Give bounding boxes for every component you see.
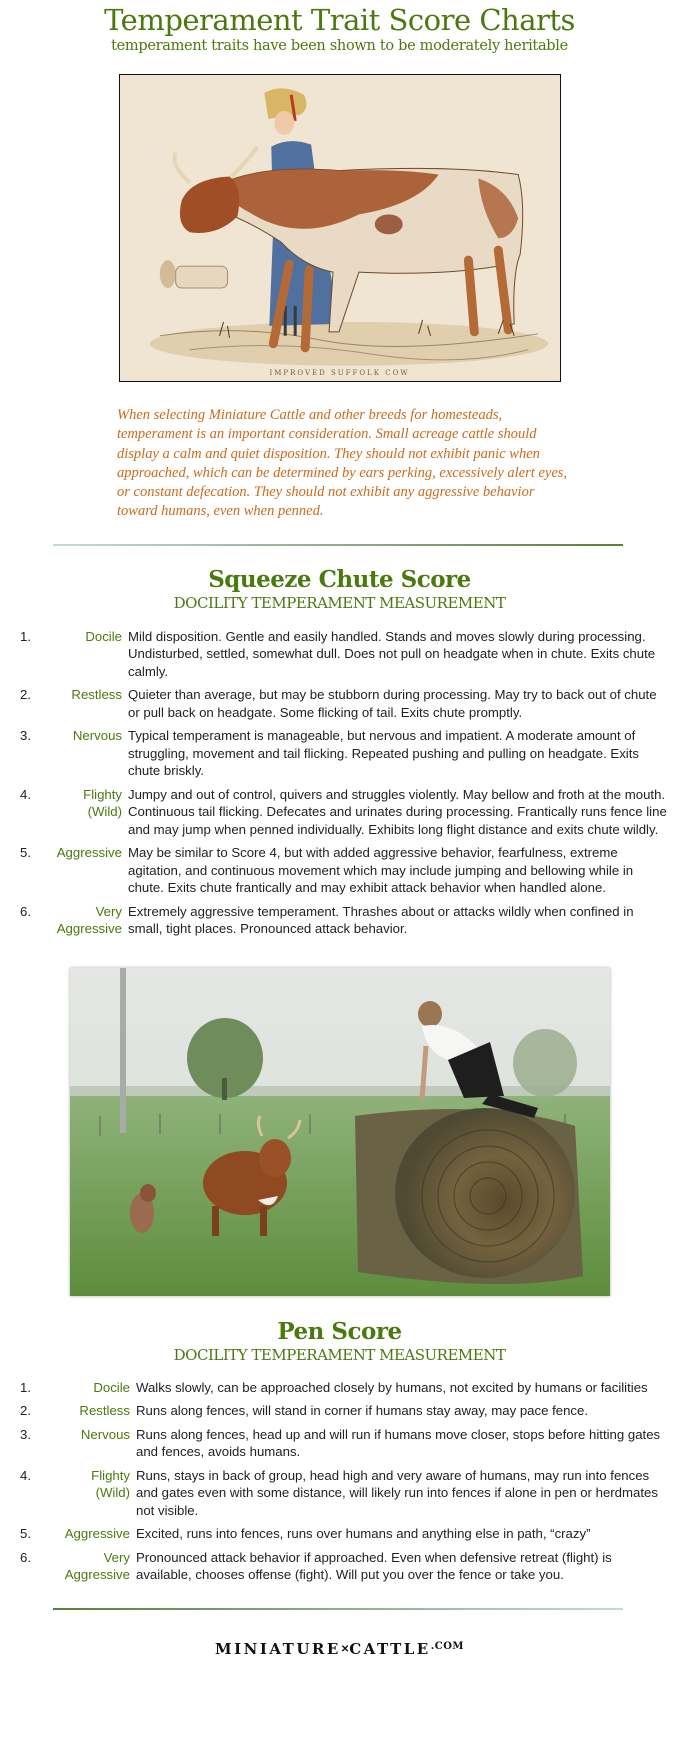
score-number: 4. [20, 786, 31, 802]
score-label-text: Very [103, 1549, 130, 1565]
score-number: 1. [20, 1379, 31, 1395]
pen-section-title: Pen Score [277, 1317, 402, 1345]
chute-score-row-2 [20, 686, 679, 721]
chute-score-row-1 [20, 628, 679, 681]
score-number: 2. [20, 1403, 31, 1419]
score-description: Quieter than average, but may be stubborn during processing. May try to back out of chute or pull back on headgate. Some flicking of tail. Exits chute promptly. [128, 687, 657, 720]
illustration-caption: IMPROVED SUFFOLK COW [269, 369, 410, 377]
logo-text-cattle: CATTLE [349, 1639, 431, 1658]
pen-section-subtitle: DOCILITY TEMPERAMENT MEASUREMENT [173, 1345, 506, 1364]
page-subtitle: temperament traits have been shown to be moderately heritable [111, 38, 568, 54]
cow-engraving-image [120, 75, 560, 382]
score-label-text: Flighty [91, 1467, 130, 1483]
score-number: 3. [20, 728, 31, 744]
score-label [38, 1525, 136, 1543]
score-label-text: Nervous [72, 728, 122, 744]
score-label [38, 1426, 136, 1461]
pen-score-list [20, 1379, 679, 1584]
score-number: 5. [20, 845, 31, 861]
chute-section-title: Squeeze Chute Score [208, 565, 471, 593]
score-number: 6. [20, 903, 31, 919]
chute-score-row-6 [20, 903, 679, 938]
chute-score-row-5 [20, 844, 679, 897]
chute-section-subtitle: DOCILITY TEMPERAMENT MEASUREMENT [173, 593, 506, 612]
pen-score-row-2 [20, 1402, 679, 1420]
score-description: Excited, runs into fences, runs over humans and anything else in path, “crazy” [136, 1526, 591, 1542]
chute-score-list [20, 628, 679, 938]
score-label [38, 686, 128, 721]
score-description: Typical temperament is manageable, but nervous and impatient. A moderate amount of struggling, movement and tail flicking. Repeated pushing and pulling on headgate. Exits chute briskly. [128, 728, 639, 779]
score-number: 2. [20, 687, 31, 703]
pen-section-header [0, 1318, 679, 1364]
suffolk-cow-illustration [119, 74, 561, 382]
score-number: 4. [20, 1467, 31, 1483]
pen-score-row-5 [20, 1525, 679, 1543]
score-label [38, 903, 128, 938]
score-label-text: Aggressive [64, 1526, 130, 1542]
score-label-text: Flighty [83, 786, 122, 802]
score-label-text: Docile [93, 1379, 130, 1395]
logo-text-miniature: MINIATURE [215, 1639, 341, 1658]
site-logo[interactable] [0, 1640, 679, 1680]
score-label-text: Very [95, 903, 122, 919]
score-description: Walks slowly, can be approached closely by humans, not excited by humans or facilities [136, 1379, 648, 1395]
score-number: 6. [20, 1549, 31, 1565]
score-label [38, 844, 128, 897]
score-number: 5. [20, 1526, 31, 1542]
pen-score-row-1 [20, 1379, 679, 1397]
score-label [38, 727, 128, 780]
score-label [38, 1402, 136, 1420]
score-description: Mild disposition. Gentle and easily handled. Stands and moves slowly during processing. Undisturbed, settled, somewhat dull. Does not pull on headgate when in chute. Exits chute calmly. [128, 628, 656, 679]
intro-paragraph: When selecting Miniature Cattle and other breeds for homesteads, temperament is an important consideration. Small acreage cattle should display a calm and quiet disposition. They should not exhibit panic when approached, which can be determined by ears perking, excessively alert eyes, or constant defecation. They should not exhibit any aggressive behavior toward humans, even when penned. [117, 407, 568, 520]
score-label-text: Restless [71, 687, 122, 703]
chute-section-header [0, 566, 679, 612]
score-description: Extremely aggressive temperament. Thrashes about or attacks wildly when confined in small, tight places. Pronounced attack behavior. [128, 903, 634, 937]
page-title: Temperament Trait Score Charts [104, 3, 575, 37]
footer-divider [53, 1608, 623, 1610]
score-number: 3. [20, 1426, 31, 1442]
score-description: Pronounced attack behavior if approached. Even when defensive retreat (flight) is available, chooses offense (fight). Will put you over the fence or take you. [136, 1549, 612, 1583]
score-label-text: Aggressive [56, 921, 122, 937]
logo-separator-icon: ✕ [340, 1643, 350, 1655]
score-label [38, 786, 128, 839]
score-label-text: Docile [85, 628, 122, 644]
score-description: Runs, stays in back of group, head high and very aware of humans, may run into fences and gates even with some distance, will likely run into fences if alone in pen or herdmates not visible. [136, 1467, 658, 1518]
score-label-text: Restless [79, 1403, 130, 1419]
score-description: Runs along fences, head up and will run if humans move closer, stops before hitting gates and fences, avoids humans. [136, 1426, 661, 1460]
score-label-text: Nervous [80, 1426, 130, 1442]
pen-score-row-6 [20, 1549, 679, 1584]
score-label-text: (Wild) [95, 1485, 130, 1501]
pen-score-row-3 [20, 1426, 679, 1461]
chute-score-row-3 [20, 727, 679, 780]
section-divider [53, 544, 623, 546]
pasture-photo [70, 968, 610, 1296]
score-label-text: (Wild) [87, 804, 122, 820]
score-label-text: Aggressive [64, 1567, 130, 1583]
hay-bale-photo-image [70, 968, 610, 1296]
score-description: Runs along fences, will stand in corner if humans stay away, may pace fence. [136, 1403, 589, 1419]
score-description: May be similar to Score 4, but with added aggressive behavior, fearfulness, extreme agitation, and continuous movement which may include jumping and bellowing while in chute. Exits chute frantically and may exhibit attack behavior when handled alone. [128, 845, 634, 896]
score-description: Jumpy and out of control, quivers and struggles violently. May bellow and froth at the mouth. Continuous tail flicking. Defecates and urinates during processing. Frantically runs fence line and may jump when penned individually. Exhibits long flight distance and exits chute wildly. [128, 786, 667, 837]
score-number: 1. [20, 628, 31, 644]
score-label [38, 1467, 136, 1520]
pen-score-row-4 [20, 1467, 679, 1520]
score-label [38, 1549, 136, 1584]
chute-score-row-4 [20, 786, 679, 839]
score-label [38, 1379, 136, 1397]
score-label [38, 628, 128, 681]
score-label-text: Aggressive [56, 845, 122, 861]
logo-text-dotcom: .COM [430, 1640, 464, 1652]
